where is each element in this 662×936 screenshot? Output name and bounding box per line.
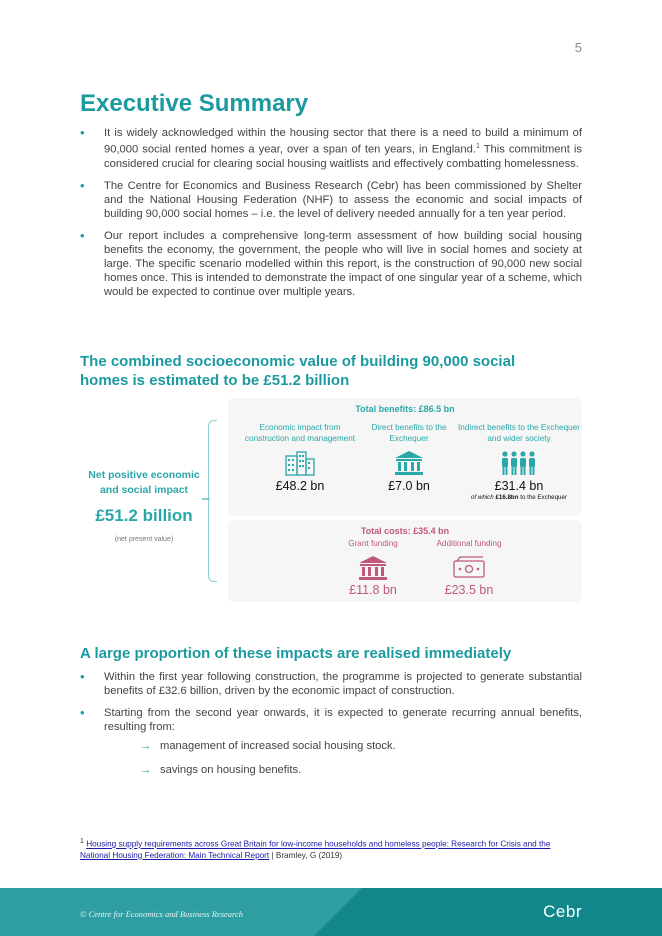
section-heading-impacts: A large proportion of these impacts are realised immediately (80, 645, 512, 662)
benefit-value: £48.2 bn (275, 479, 325, 493)
bracket-divider (208, 420, 217, 582)
list-item (80, 126, 582, 171)
list-item: • Within the first year following construction, the programme is projected to generate substantial benefits of £32.6 billion, driven by the economic impact of construction. (80, 670, 582, 698)
footnote-number: 1 (80, 838, 84, 845)
list-item: → savings on housing benefits. (140, 764, 396, 776)
list-item: • Our report includes a comprehensive long-term assessment of how building social housing benefits the economy, the government, the people who will live in social homes and society at large. The specific scenario modelled within this report, is the construction of 90,000 new social homes once. This is intended to demonstrate the impact of one singular year of a scheme, which would be expected to continue over multiple years. (80, 229, 582, 299)
footnote-link[interactable]: Housing supply requirements across Great Britain for low-income households and homeless people: Research for Crisis and the National Housing Federation: Main Technical Report (80, 839, 551, 860)
benefit-column-economic (238, 422, 362, 493)
benefit-subnote: of which £16.8bn to the Exchequer (471, 494, 567, 501)
government-building-icon (394, 450, 424, 476)
benefit-label: Indirect benefits to the Exchequer and wider society (458, 423, 580, 443)
footnote (80, 836, 582, 861)
page-title: Executive Summary (80, 90, 309, 117)
costs-panel (228, 520, 582, 602)
benefit-value: £7.0 bn (388, 479, 430, 493)
net-impact-label: Net positive economic and social impact (88, 469, 200, 496)
benefit-column-direct (364, 422, 454, 493)
bullet-text-tail: This commitment is considered crucial for clearing social housing waitlists and effectively combatting homelessness. (104, 143, 582, 170)
cost-value: £11.8 bn (349, 583, 397, 597)
benefit-value: £31.4 bn (494, 479, 544, 493)
benefit-label: Direct benefits to the Exchequer (371, 423, 447, 443)
copyright-text: © Centre for Economics and Business Research (80, 909, 244, 919)
people-group-icon (500, 450, 538, 476)
net-impact-note: (net present value) (114, 536, 174, 543)
page-footer (0, 888, 662, 936)
footnote-ref[interactable]: 1 (475, 143, 480, 150)
buildings-icon (284, 450, 316, 476)
list-item: • Starting from the second year onwards, it is expected to generate recurring annual benefits, resulting from: (80, 706, 582, 734)
cost-value: £23.5 bn (444, 583, 494, 597)
list-item: → management of increased social housing stock. (140, 740, 396, 752)
list-item: • The Centre for Economics and Business Research (Cebr) has been commissioned by Shelter and the National Housing Federation (NHF) to assess the economic and social impacts of building 90,000 social homes – i.e. the level of delivery needed annually for a ten year period. (80, 179, 582, 221)
section-heading-value: The combined socioeconomic value of building 90,000 social homes is estimated to be £51.2 billion (80, 353, 516, 389)
cost-column-grant (328, 538, 418, 597)
impacts-bullet-list (80, 670, 582, 742)
benefit-label: Economic impact from construction and management (244, 423, 356, 443)
benefits-title: Total benefits: £86.5 bn (355, 404, 455, 414)
government-building-icon (358, 555, 388, 581)
costs-title: Total costs: £35.4 bn (360, 526, 450, 536)
benefits-panel (228, 398, 582, 516)
footnote-citation: | Bramley, G (2019) (269, 850, 343, 860)
banknote-icon (452, 555, 486, 581)
cost-label: Grant funding (348, 539, 398, 548)
page-number: 5 (574, 40, 582, 55)
cost-label: Additional funding (436, 539, 502, 548)
net-impact-value: £51.2 billion (95, 506, 193, 525)
benefit-column-indirect (458, 422, 580, 501)
bracket-tip (202, 498, 210, 500)
bullet-text: It is widely acknowledged within the housing sector that there is a need to build a minimum of 90,000 social rented homes a year, over a span of ten years, in England. (104, 127, 582, 156)
cost-column-additional (424, 538, 514, 597)
cebr-logo: Cebr (543, 902, 582, 921)
intro-bullet-list (80, 126, 582, 307)
socioeconomic-infographic (80, 398, 582, 604)
recurring-benefits-list (140, 740, 396, 784)
